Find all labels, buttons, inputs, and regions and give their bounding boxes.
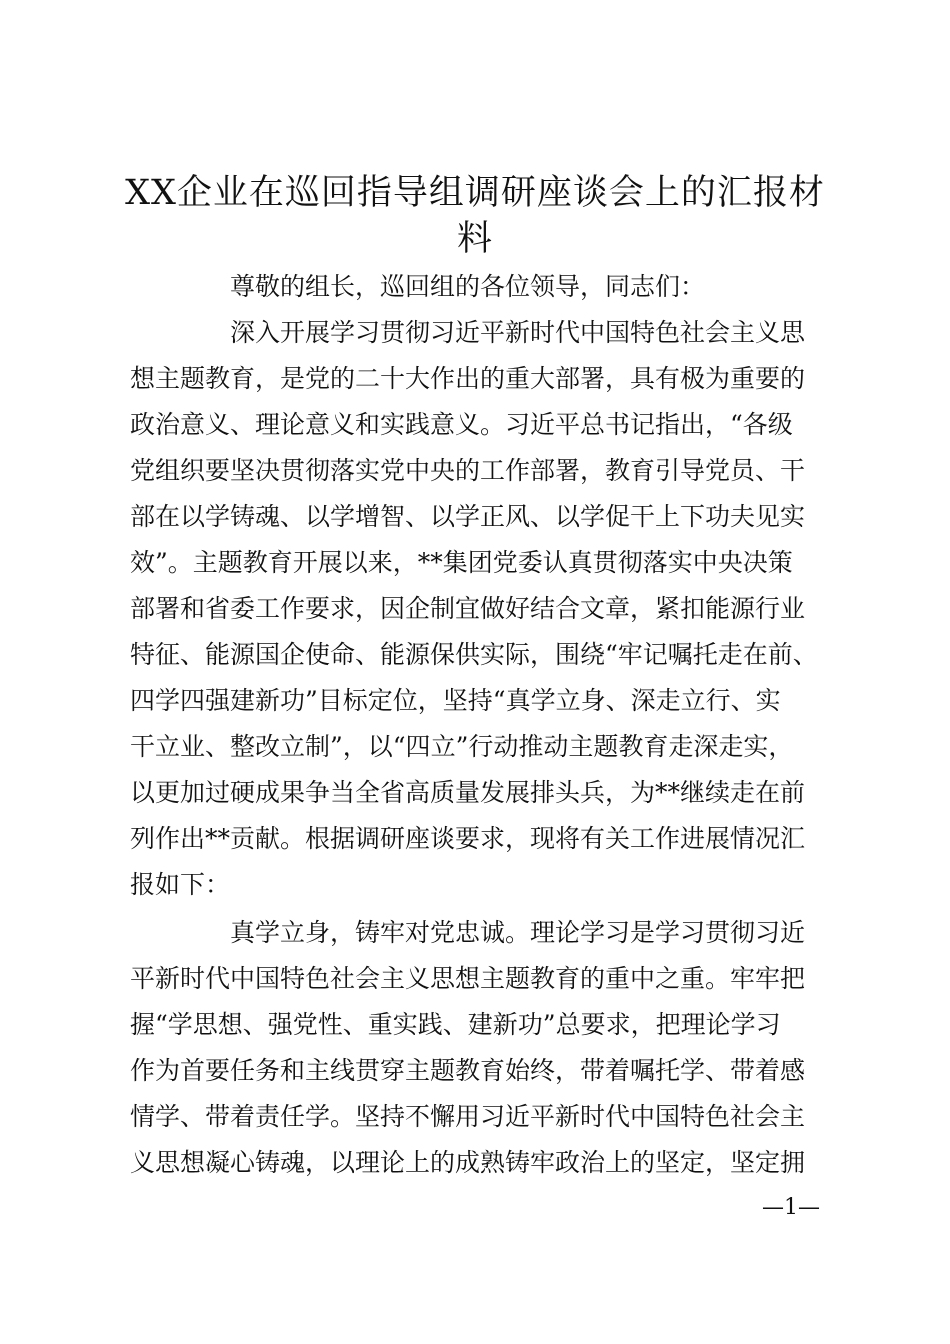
body-line: 列作出**贡献。根据调研座谈要求，现将有关工作进展情况汇 (130, 824, 806, 853)
salutation: 尊敬的组长，巡回组的各位领导，同志们： (230, 272, 706, 301)
body-line: 部在以学铸魂、以学增智、以学正风、以学促干上下功夫见实 (130, 502, 806, 531)
body-line: 想主题教育，是党的二十大作出的重大部署，具有极为重要的 (130, 364, 806, 393)
body-line: 以更加过硬成果争当全省高质量发展排头兵，为**继续走在前 (130, 778, 806, 807)
page-number: —1— (762, 1195, 820, 1220)
body-line: 情学、带着责任学。坚持不懈用习近平新时代中国特色社会主 (130, 1102, 806, 1131)
body-line: 平新时代中国特色社会主义思想主题教育的重中之重。牢牢把 (130, 964, 806, 993)
body-line: 真学立身，铸牢对党忠诚。理论学习是学习贯彻习近 (230, 918, 806, 947)
document-title-line-2: 料 (456, 219, 493, 259)
body-line: 效”。主题教育开展以来，**集团党委认真贯彻落实中央决策 (130, 548, 793, 577)
body-line: 特征、能源国企使命、能源保供实际，围绕“牢记嘱托走在前、 (130, 640, 818, 669)
body-line: 义思想凝心铸魂，以理论上的成熟铸牢政治上的坚定，坚定拥 (130, 1148, 806, 1177)
body-line: 四学四强建新功”目标定位，坚持“真学立身、深走立行、实 (130, 686, 781, 715)
body-line: 深入开展学习贯彻习近平新时代中国特色社会主义思 (230, 318, 806, 347)
body-line: 握“学思想、强党性、重实践、建新功”总要求，把理论学习 (130, 1010, 781, 1039)
body-line: 干立业、整改立制”，以“四立”行动推动主题教育走深走实， (130, 732, 794, 761)
document-title-line-1: XX企业在巡回指导组调研座谈会上的汇报材 (125, 173, 825, 213)
body-line: 政治意义、理论意义和实践意义。习近平总书记指出，“各级 (130, 410, 793, 439)
body-line: 作为首要任务和主线贯穿主题教育始终，带着嘱托学、带着感 (130, 1056, 806, 1085)
body-line: 党组织要坚决贯彻落实党中央的工作部署，教育引导党员、干 (130, 456, 806, 485)
body-line: 报如下： (130, 870, 231, 899)
body-line: 部署和省委工作要求，因企制宜做好结合文章，紧扣能源行业 (130, 594, 806, 623)
